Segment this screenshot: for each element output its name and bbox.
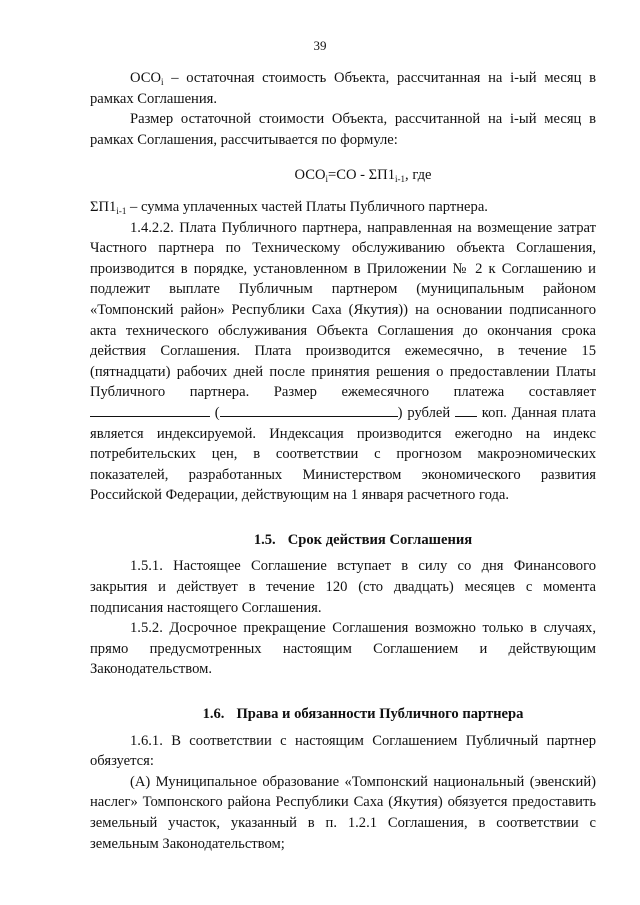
oso-subscript: i (161, 77, 164, 87)
section-number: 1.6. (202, 706, 225, 723)
amount-blank (90, 404, 210, 417)
kopecks-blank (455, 404, 477, 417)
section-title: Права и обязанности Публичного партнера (236, 706, 524, 723)
section-title: Срок действия Соглашения (287, 531, 473, 548)
section-heading-1-6 (90, 704, 596, 725)
formula-sub-2: i-1 (395, 174, 406, 185)
document-body (90, 68, 596, 854)
oso-symbol: ОСО (130, 70, 161, 86)
payment-clause-text: 1.4.2.2. Плата Публичного партнера, направленная на возмещение затрат Частного партнера по Техническому обслуживанию объекта Соглашения, производится в порядке, установленном в Приложении № 2 к Соглашению и подлежит выплате Публичным партнером (муниципальным районом «Томпонский район» Республики Саха (Якутия)) на основании подписанного акта технического обслуживания Объекта Соглашения до окончания срока действия Соглашения. Плата производится ежемесячно, в течение 15 (пятнадцати) рабочих дней после принятия решения о предоставлении Платы Публичного партнера. Размер ежемесячного платежа составляет (90, 219, 596, 401)
paragraph-1-6-1: 1.6.1. В соответствии с настоящим Соглашением Публичный партнер обязуется: (90, 732, 596, 770)
sum-subscript: i-1 (116, 205, 127, 216)
formula (90, 165, 596, 186)
paragraph-residual-value: Размер остаточной стоимости Объекта, рассчитанной на i-ый месяц в рамках Соглашения, рассчитывается по формуле: (90, 111, 596, 148)
paragraph-1-6-1-a: (А) Муниципальное образование «Томпонский национальный (эвенский) наслег» Томпонского района Республики Саха (Якутия) обязуется предоставить земельный участок, указанный в п. 1.2.1 Соглашения, в соответствии с земельным Законодательством; (90, 773, 596, 852)
paragraph-oso-definition (90, 68, 596, 109)
section-number: 1.5. (253, 531, 276, 548)
indexation-text: Данная плата является индексируемой. Индексация производится ежегодно на индекс потребительских цен, в соответствии с прогнозом макроэномических показателей, разработанных Министерством экономического развития Российской Федерации, действующим на 1 января расчетного года. (90, 404, 596, 504)
paragraph-1-4-2-2 (90, 218, 596, 506)
formula-part-3: , где (405, 167, 432, 184)
rubles-label: ) рублей (397, 404, 451, 421)
page-number: 39 (313, 38, 327, 53)
formula-sub-1: i (325, 174, 329, 185)
paragraph-1-5-2: 1.5.2. Досрочное прекращение Соглашения возможно только в случаях, прямо предусмотренных настоящим Соглашением и действующим Законодательством. (90, 620, 596, 678)
kopecks-label: коп. (477, 404, 507, 421)
amount-words-blank (220, 404, 398, 417)
sum-definition-text: – сумма уплаченных частей Платы Публичного партнера. (126, 198, 488, 215)
paragraph-sum-definition (90, 197, 596, 218)
sum-symbol: ΣП1 (90, 198, 117, 215)
paragraph-1-5-1: 1.5.1. Настоящее Соглашение вступает в силу со дня Финансового закрытия и действует в течение 120 (сто двадцать) месяцев с момента подписания настоящего Соглашения. (90, 558, 596, 616)
open-paren: ( (210, 404, 220, 421)
formula-part-1: ОСО (294, 167, 326, 184)
oso-definition-text: – остаточная стоимость Объекта, рассчитанная на i-ый месяц в рамках Соглашения. (90, 70, 596, 107)
formula-part-2: =СО - ΣП1 (328, 167, 396, 184)
section-heading-1-5 (90, 530, 596, 551)
